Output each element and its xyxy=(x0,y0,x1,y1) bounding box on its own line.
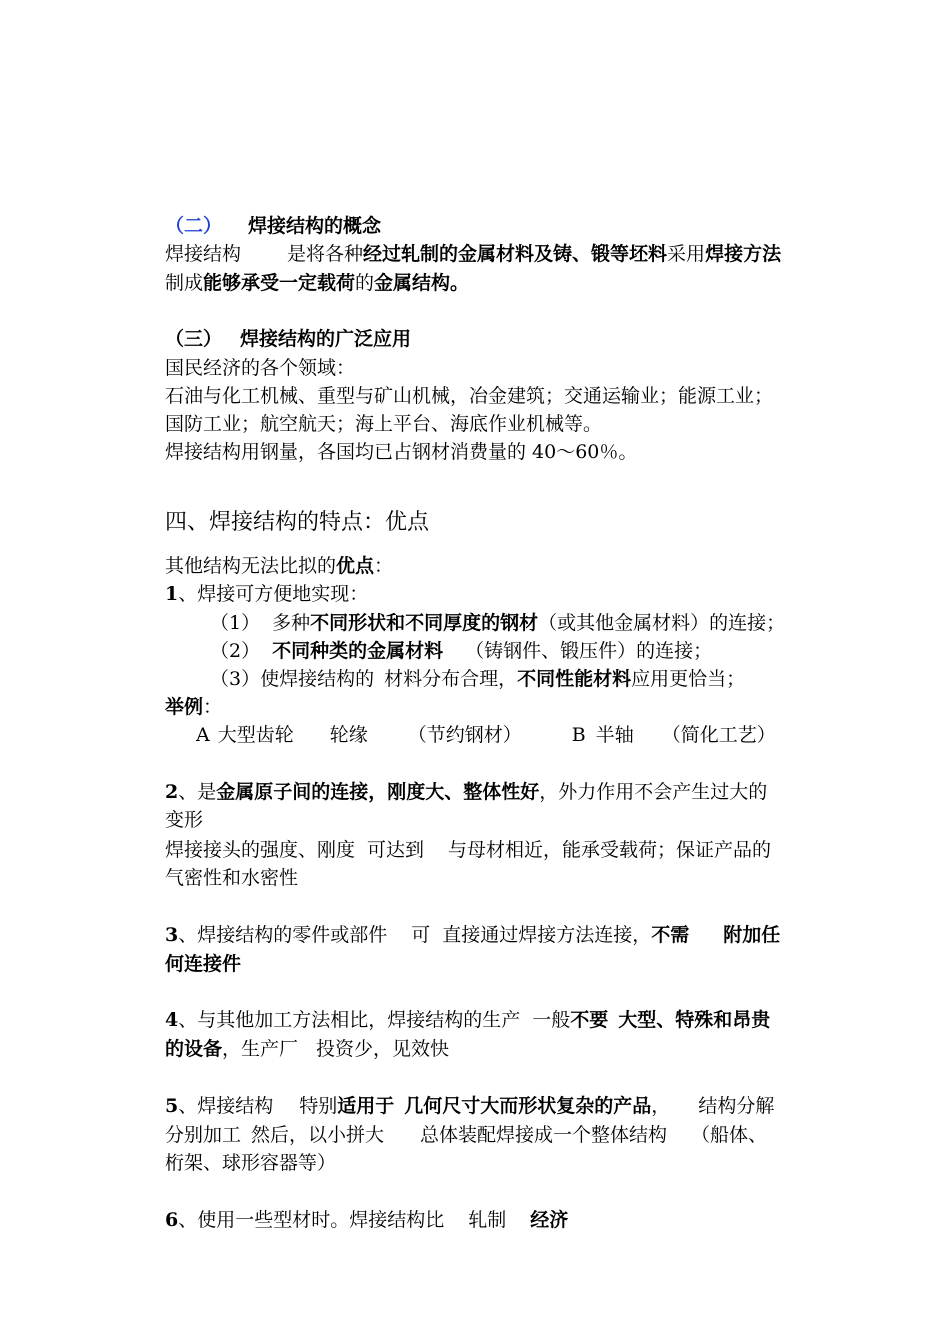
section-2-marker: （二） xyxy=(165,215,223,237)
text-span: 是将各种 xyxy=(287,243,364,265)
emphasis: 不同种类的金属材料 xyxy=(272,640,444,662)
section-3-heading xyxy=(165,325,411,353)
text-span: 分别加工 xyxy=(165,1124,242,1146)
point-number: 5 xyxy=(165,1095,179,1117)
text-span: 应用更恰当； xyxy=(631,668,746,690)
emphasis: 的设备 xyxy=(165,1038,223,1060)
example-label xyxy=(165,693,222,721)
text-span: （或其他金属材料）的连接； xyxy=(538,612,786,634)
emphasis: 不同形状和不同厚度的钢材 xyxy=(310,612,539,634)
text-span: 可 xyxy=(411,924,431,946)
text-span: ， xyxy=(651,1095,671,1117)
text-span: （铸钢件、锻压件）的连接； xyxy=(465,640,713,662)
point-2-line-4: 气密性和水密性 xyxy=(165,867,299,889)
text-span: ，生产厂 xyxy=(222,1038,299,1060)
point-number: 1 xyxy=(165,583,179,605)
text-span: （2） xyxy=(210,640,261,662)
point-2-line-1 xyxy=(165,778,767,806)
text-span: ，外力作用不会产生过大的 xyxy=(539,781,768,803)
text-span: 结构分解 xyxy=(698,1095,775,1117)
point-4-line-1 xyxy=(165,1006,770,1034)
emphasis: 焊接方法 xyxy=(705,243,782,265)
section-3-title: 焊接结构的广泛应用 xyxy=(240,328,412,350)
text-span: 直接通过焊接方法连接， xyxy=(442,924,652,946)
section-3-line-3: 国防工业；航空航天；海上平台、海底作业机械等。 xyxy=(165,413,603,435)
emphasis: 不要 xyxy=(570,1009,609,1031)
text-span: 半轴 xyxy=(595,724,634,746)
section-2-heading xyxy=(165,212,381,240)
point-2-line-3 xyxy=(165,836,771,864)
emphasis: 金属结构。 xyxy=(374,272,470,294)
text-span: A xyxy=(196,724,210,746)
emphasis: 经济 xyxy=(530,1209,569,1231)
text-span: 焊接接头的强度、刚度 xyxy=(165,839,356,861)
emphasis: 举例 xyxy=(165,696,204,718)
text-span: 其他结构无法比拟的 xyxy=(165,555,337,577)
text-span: 轧制 xyxy=(468,1209,507,1231)
text-span: 材料分布合理， xyxy=(384,668,518,690)
text-span: 一般 xyxy=(532,1009,571,1031)
point-6-line-1 xyxy=(165,1206,568,1234)
section-2-title: 焊接结构的概念 xyxy=(248,215,382,237)
point-5-line-3: 桁架、球形容器等） xyxy=(165,1152,337,1174)
emphasis: 不同性能材料 xyxy=(517,668,632,690)
text-span: 的 xyxy=(355,272,375,294)
point-1-item-3 xyxy=(210,665,745,693)
emphasis: 何连接件 xyxy=(165,953,242,975)
point-number: 3 xyxy=(165,924,179,946)
text-span: 然后，以小拼大 xyxy=(251,1124,385,1146)
point-4-line-2 xyxy=(165,1035,449,1063)
text-span: 、使用一些型材时。焊接结构比 xyxy=(178,1209,445,1231)
text-span: 焊接结构 xyxy=(165,243,242,265)
text-span: ： xyxy=(374,555,394,577)
emphasis: 优点 xyxy=(336,555,375,577)
point-number: 2 xyxy=(165,781,179,803)
section-3-line-4: 焊接结构用钢量，各国均已占钢材消费量的 40～60％。 xyxy=(165,441,638,463)
section-2-line-1 xyxy=(165,240,781,268)
text-span: 、与其他加工方法相比，焊接结构的生产 xyxy=(178,1009,521,1031)
emphasis: 经过轧制的金属材料及铸、锻等坯料 xyxy=(363,243,668,265)
point-5-line-2 xyxy=(165,1121,767,1149)
text-span: 特别 xyxy=(299,1095,338,1117)
text-span: 总体装配焊接成一个整体结构 xyxy=(420,1124,668,1146)
text-span: ： xyxy=(203,696,223,718)
example-line xyxy=(196,721,776,749)
text-span: 采用 xyxy=(667,243,706,265)
text-span: 、焊接可方便地实现： xyxy=(178,583,369,605)
section-4-intro xyxy=(165,552,393,580)
text-span: （简化工艺） xyxy=(661,724,776,746)
point-1-item-2 xyxy=(210,637,712,665)
point-1-item-1 xyxy=(210,609,785,637)
text-span: 可达到 xyxy=(367,839,425,861)
text-span: 投资少，见效快 xyxy=(316,1038,450,1060)
text-span: （3）使焊接结构的 xyxy=(210,668,375,690)
text-span: 、焊接结构 xyxy=(178,1095,274,1117)
point-number: 4 xyxy=(165,1009,179,1031)
section-3-line-1: 国民经济的各个领域： xyxy=(165,357,356,379)
text-span: B xyxy=(571,724,586,746)
point-number: 6 xyxy=(165,1209,179,1231)
emphasis: 能够承受一定载荷 xyxy=(203,272,356,294)
text-span: 、焊接结构的零件或部件 xyxy=(178,924,388,946)
section-4-heading: 四、焊接结构的特点：优点 xyxy=(165,510,430,535)
point-3-line-1 xyxy=(165,921,780,949)
point-2-line-2: 变形 xyxy=(165,809,204,831)
emphasis: 不需 xyxy=(651,924,690,946)
text-span: 与母材相近，能承受载荷；保证产品的 xyxy=(448,839,772,861)
emphasis: 附加任 xyxy=(723,924,781,946)
point-5-line-1 xyxy=(165,1092,774,1120)
point-1 xyxy=(165,580,368,608)
section-3-line-2: 石油与化工机械、重型与矿山机械，冶金建筑；交通运输业；能源工业； xyxy=(165,385,774,407)
text-span: （节约钢材） xyxy=(407,724,522,746)
text-span: 、是 xyxy=(178,781,217,803)
text-span: 大型齿轮 xyxy=(217,724,294,746)
text-span: （1） xyxy=(210,612,261,634)
emphasis: 大型、特殊和昂贵 xyxy=(618,1009,771,1031)
point-3-line-2 xyxy=(165,950,241,978)
text-span: （船体、 xyxy=(691,1124,768,1146)
section-3-marker: （三） xyxy=(165,328,223,350)
section-2-line-2 xyxy=(165,269,469,297)
text-span: 轮缘 xyxy=(329,724,368,746)
text-span: 制成 xyxy=(165,272,204,294)
emphasis: 几何尺寸大而形状复杂的产品 xyxy=(404,1095,652,1117)
emphasis: 金属原子间的连接，刚度大、整体性好 xyxy=(216,781,540,803)
emphasis: 适用于 xyxy=(337,1095,395,1117)
text-span: 多种 xyxy=(272,612,311,634)
